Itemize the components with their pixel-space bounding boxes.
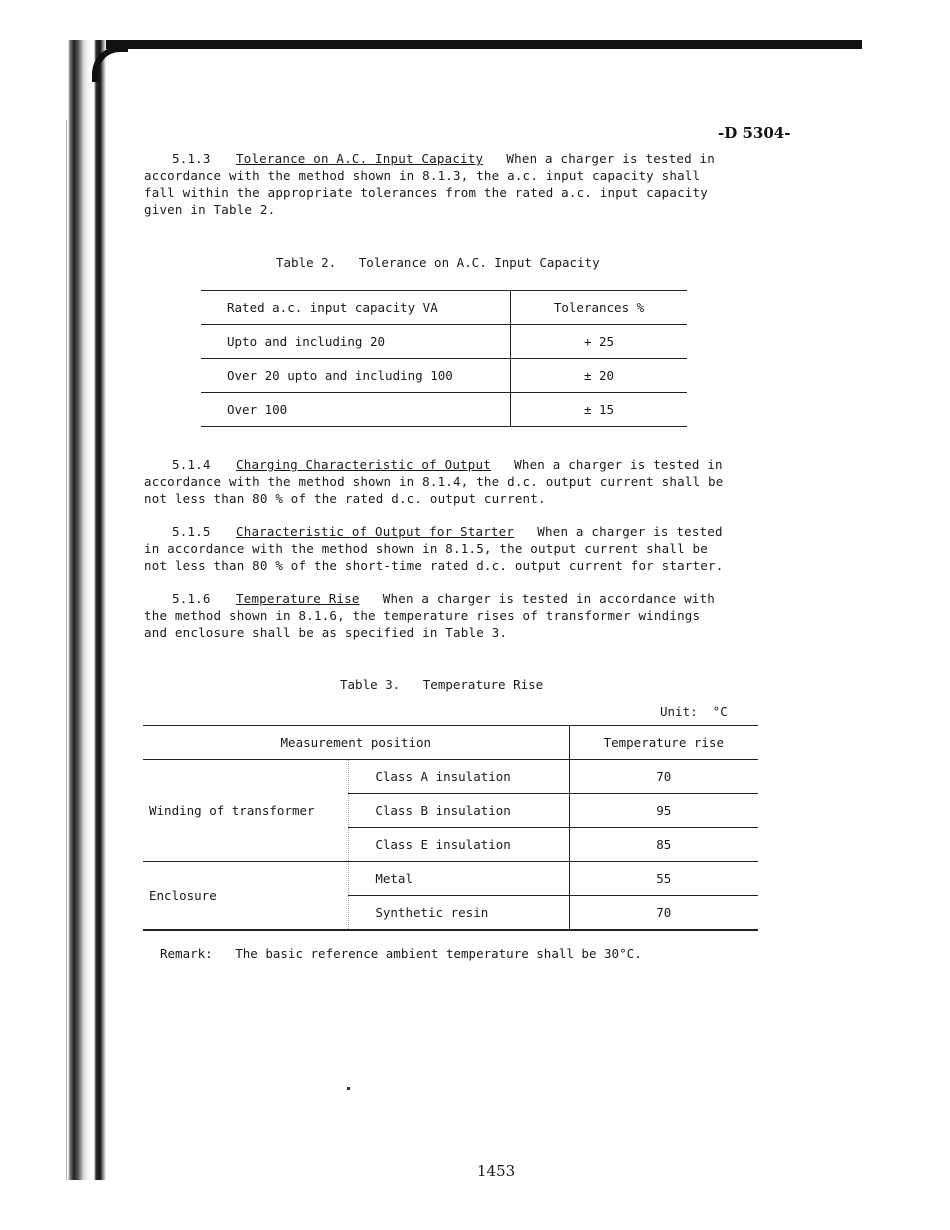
table-cell: 70 [569,896,758,931]
section-text: fall within the appropriate tolerances from the rated a.c. input capacity [144,185,708,200]
table-row [201,359,687,393]
section-text: given in Table 2. [144,202,276,217]
section-number: 5.1.4 [172,457,211,472]
section-5-1-6 [144,590,764,641]
section-heading: Charging Characteristic of Output [236,457,491,472]
table-cell: Over 20 upto and including 100 [201,359,511,393]
table-cell: ± 15 [511,393,688,427]
remark: Remark: The basic reference ambient temperature shall be 30°C. [160,946,642,961]
section-heading: Characteristic of Output for Starter [236,524,515,539]
section-text: When a charger is tested in [490,457,723,472]
table-row [201,325,687,359]
table-3-caption: Table 3. Temperature Rise [340,677,544,692]
section-5-1-3 [144,150,764,218]
scan-faint-rule [66,120,67,1180]
table-cell: Upto and including 20 [201,325,511,359]
table-2-caption: Table 2. Tolerance on A.C. Input Capacity [276,255,600,270]
table-cell: + 25 [511,325,688,359]
unit-label: Unit: °C [660,704,728,719]
table-cell: 70 [569,760,758,794]
section-text: not less than 80 % of the short-time rated d.c. output current for starter. [144,558,724,573]
section-text: and enclosure shall be as specified in Table 3. [144,625,508,640]
section-5-1-4 [144,456,764,507]
table-2 [201,290,687,427]
table-cell: Synthetic resin [349,896,569,931]
section-text: accordance with the method shown in 8.1.3, the a.c. input capacity shall [144,168,701,183]
page-number: 1453 [477,1162,516,1180]
table-cell: Class A insulation [349,760,569,794]
section-text: When a charger is tested in accordance with [359,591,716,606]
section-text: in accordance with the method shown in 8.1.5, the output current shall be [144,541,708,556]
table-cell: ± 20 [511,359,688,393]
section-text: the method shown in 8.1.6, the temperature rises of transformer windings [144,608,701,623]
section-text: When a charger is tested in [483,151,716,166]
column-header: Tolerances % [511,291,688,325]
section-5-1-5 [144,523,764,574]
table-cell: 55 [569,862,758,896]
section-heading: Tolerance on A.C. Input Capacity [236,151,484,166]
table-cell: Class E insulation [349,828,569,862]
table-cell: 95 [569,794,758,828]
column-header: Temperature rise [569,726,758,760]
section-number: 5.1.5 [172,524,211,539]
section-text: When a charger is tested [514,524,723,539]
column-header: Measurement position [143,726,569,760]
table-cell: Class B insulation [349,794,569,828]
scan-top-border [60,40,862,49]
section-text: not less than 80 % of the rated d.c. output current. [144,491,546,506]
section-text: accordance with the method shown in 8.1.4, the d.c. output current shall be [144,474,724,489]
table-row [143,862,758,896]
table-row [143,760,758,794]
scan-speck [347,1087,350,1090]
page-code: -D 5304- [718,124,791,142]
table-cell: Over 100 [201,393,511,427]
table-row [201,393,687,427]
table-cell: Metal [349,862,569,896]
table-3 [143,725,758,931]
group-label: Winding of transformer [143,760,349,862]
column-header: Rated a.c. input capacity VA [201,291,511,325]
section-heading: Temperature Rise [236,591,360,606]
section-number: 5.1.3 [172,151,211,166]
table-cell: 85 [569,828,758,862]
section-number: 5.1.6 [172,591,211,606]
group-label: Enclosure [143,862,349,931]
